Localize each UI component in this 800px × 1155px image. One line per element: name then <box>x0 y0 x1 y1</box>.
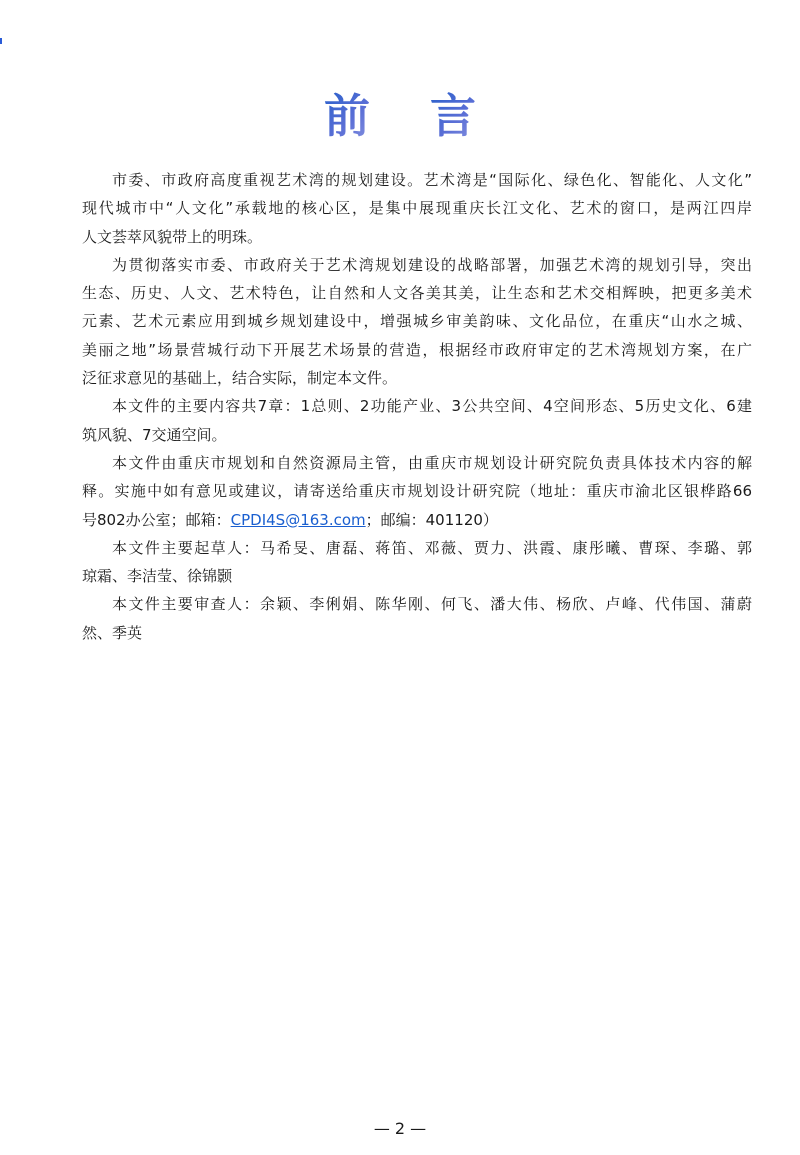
email-link[interactable]: CPDI4S@163.com <box>230 510 366 529</box>
text-line: 本文件由重庆市规划和自然资源局主管，由重庆市规划设计研究院负责具体技术内容的解 <box>112 453 752 472</box>
paragraph-reviewers <box>82 590 752 647</box>
text-line <box>82 506 752 534</box>
text-line: 元素、艺术元素应用到城乡规划建设中，增强城乡审美韵味、文化品位，在重庆“山水之城、 <box>82 312 752 331</box>
preface-body <box>82 166 752 647</box>
text-line: 琼霜、李洁莹、徐锦颢 <box>82 567 233 586</box>
page-number: — 2 — <box>373 1119 427 1138</box>
text-line: 释。实施中如有意见或建议，请寄送给重庆市规划设计研究院（地址：重庆市渝北区银桦路66 <box>82 482 752 501</box>
text-line: 本文件主要起草人：马希旻、唐磊、蒋笛、邓薇、贾力、洪霞、康彤曦、曹琛、李璐、郭 <box>112 538 752 557</box>
edge-mark <box>0 38 2 44</box>
text-line: 本文件的主要内容共7章：1总则、2功能产业、3公共空间、4空间形态、5历史文化、6建 <box>112 397 752 416</box>
paragraph-intro <box>82 166 752 251</box>
postcode-text: ；邮编：401120） <box>365 510 498 529</box>
text-line: 现代城市中“人文化”承载地的核心区，是集中展现重庆长江文化、艺术的窗口，是两江四岸 <box>82 199 752 218</box>
page-title <box>0 80 800 146</box>
paragraph-drafters <box>82 534 752 591</box>
text-line: 人文荟萃风貌带上的明珠。 <box>82 227 263 246</box>
paragraph-contents <box>82 392 752 449</box>
address-text: 号802办公室；邮箱： <box>82 510 231 529</box>
text-line: 市委、市政府高度重视艺术湾的规划建设。艺术湾是“国际化、绿色化、智能化、人文化” <box>112 171 752 189</box>
text-line: 泛征求意见的基础上，结合实际，制定本文件。 <box>82 369 398 388</box>
text-line: 本文件主要审查人：余颖、李俐娟、陈华刚、何飞、潘大伟、杨欣、卢峰、代伟国、蒲蔚 <box>112 595 752 614</box>
title-char-1: 前 <box>324 80 370 146</box>
paragraph-management <box>82 449 752 534</box>
text-line: 美丽之地”场景营城行动下开展艺术场景的营造，根据经市政府审定的艺术湾规划方案，在广 <box>82 340 752 359</box>
text-line: 然、季英 <box>82 623 143 642</box>
text-line: 为贯彻落实市委、市政府关于艺术湾规划建设的战略部署，加强艺术湾的规划引导，突出 <box>112 255 752 274</box>
text-line: 筑风貌、7交通空间。 <box>82 425 227 444</box>
text-line: 生态、历史、人文、艺术特色，让自然和人文各美其美，让生态和艺术交相辉映，把更多美术 <box>82 284 752 303</box>
paragraph-purpose <box>82 251 752 392</box>
title-char-2: 言 <box>430 80 476 146</box>
